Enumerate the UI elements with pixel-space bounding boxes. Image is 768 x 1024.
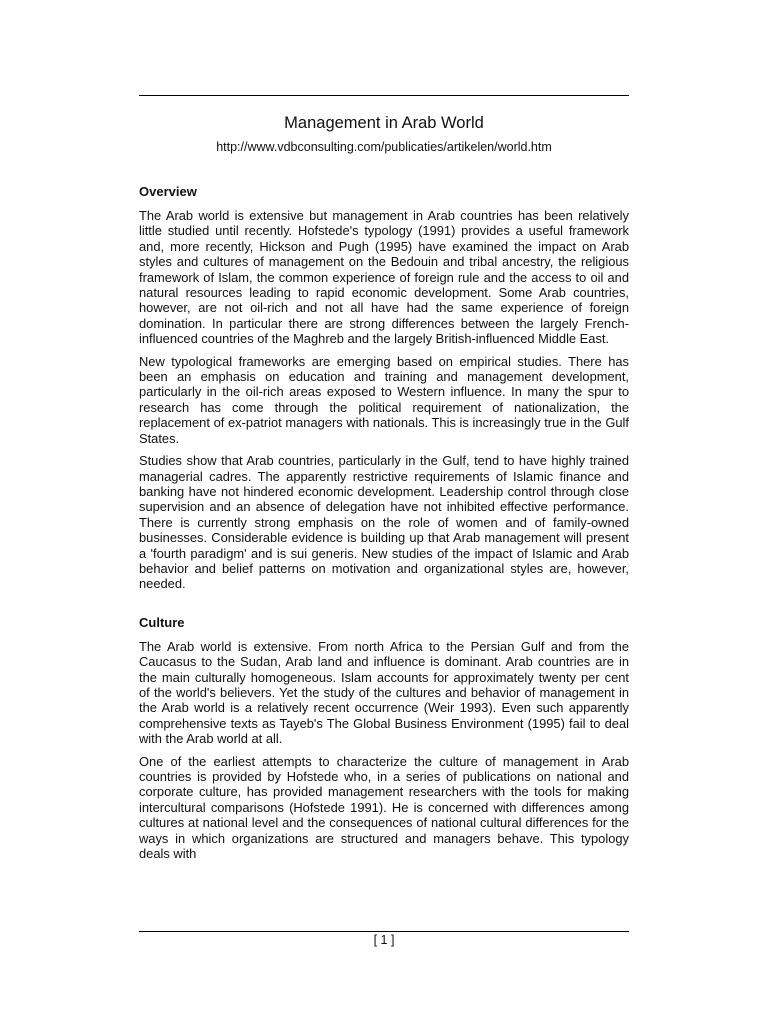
section-heading: Overview	[139, 184, 197, 199]
paragraph: Studies show that Arab countries, particularly in the Gulf, tend to have highly trained managerial cadres. The apparently restrictive requirements of Islamic finance and banking have not hindered economic development. Leadership control through close supervision and an absence of delegation have not inhibited effective performance. There is currently strong emphasis on the role of women and of family-owned businesses. Considerable evidence is building up that Arab management will present a 'fourth paradigm' and is sui generis. New studies of the impact of Islamic and Arab behavior and belief patterns on motivation and organizational styles are, however, needed.	[139, 453, 629, 592]
section-culture	[139, 615, 629, 862]
source-url: http://www.vdbconsulting.com/publicaties/artikelen/world.htm	[216, 140, 552, 154]
page-title: Management in Arab World	[284, 114, 484, 132]
paragraph: New typological frameworks are emerging based on empirical studies. There has been an emphasis on education and training and management development, particularly in the oil-rich areas exposed to Western influence. In many the spur to research has come through the political requirement of nationalization, the replacement of ex-patriot managers with nationals. This is increasingly true in the Gulf States.	[139, 353, 629, 446]
section-overview	[139, 184, 629, 592]
paragraph: The Arab world is extensive but management in Arab countries has been relatively little studied until recently. Hofstede's typology (1991) provides a useful framework and, more recently, Hickson and Pugh (1995) have examined the impact on Arab styles and cultures of management on the Bedouin and tribal ancestry, the religious framework of Islam, the common experience of foreign rule and the access to oil and natural resources leading to rapid economic development. Some Arab countries, however, are not oil-rich and not all have had the same experience of foreign domination. In particular there are strong differences between the largely French-influenced countries of the Maghreb and the largely British-influenced Middle East.	[139, 208, 629, 347]
page-number: [ 1 ]	[373, 933, 395, 947]
top-rule	[139, 95, 629, 96]
section-heading: Culture	[139, 614, 185, 630]
paragraph: The Arab world is extensive. From north Africa to the Persian Gulf and from the Caucasus to the Sudan, Arab land and influence is dominant. Arab countries are in the main culturally homogeneous. Islam accounts for approximately twenty per cent of the world's believers. Yet the study of the cultures and behavior of management in the Arab world is a relatively recent occurrence (Weir 1993). Even such apparently comprehensive texts as Tayeb's The Global Business Environment (1995) fail to deal with the Arab world at all.	[139, 638, 629, 747]
document-body	[139, 184, 629, 868]
section-spacer	[139, 599, 629, 615]
paragraph: One of the earliest attempts to characterize the culture of management in Arab countries is provided by Hofstede who, in a series of publications on national and corporate culture, has provided management researchers with the tools for making intercultural comparisons (Hofstede 1991). He is concerned with differences among cultures at national level and the consequences of national cultural differences for the ways in which organizations are structured and managers behave. This typology deals with	[139, 753, 629, 862]
bottom-rule	[139, 931, 629, 932]
